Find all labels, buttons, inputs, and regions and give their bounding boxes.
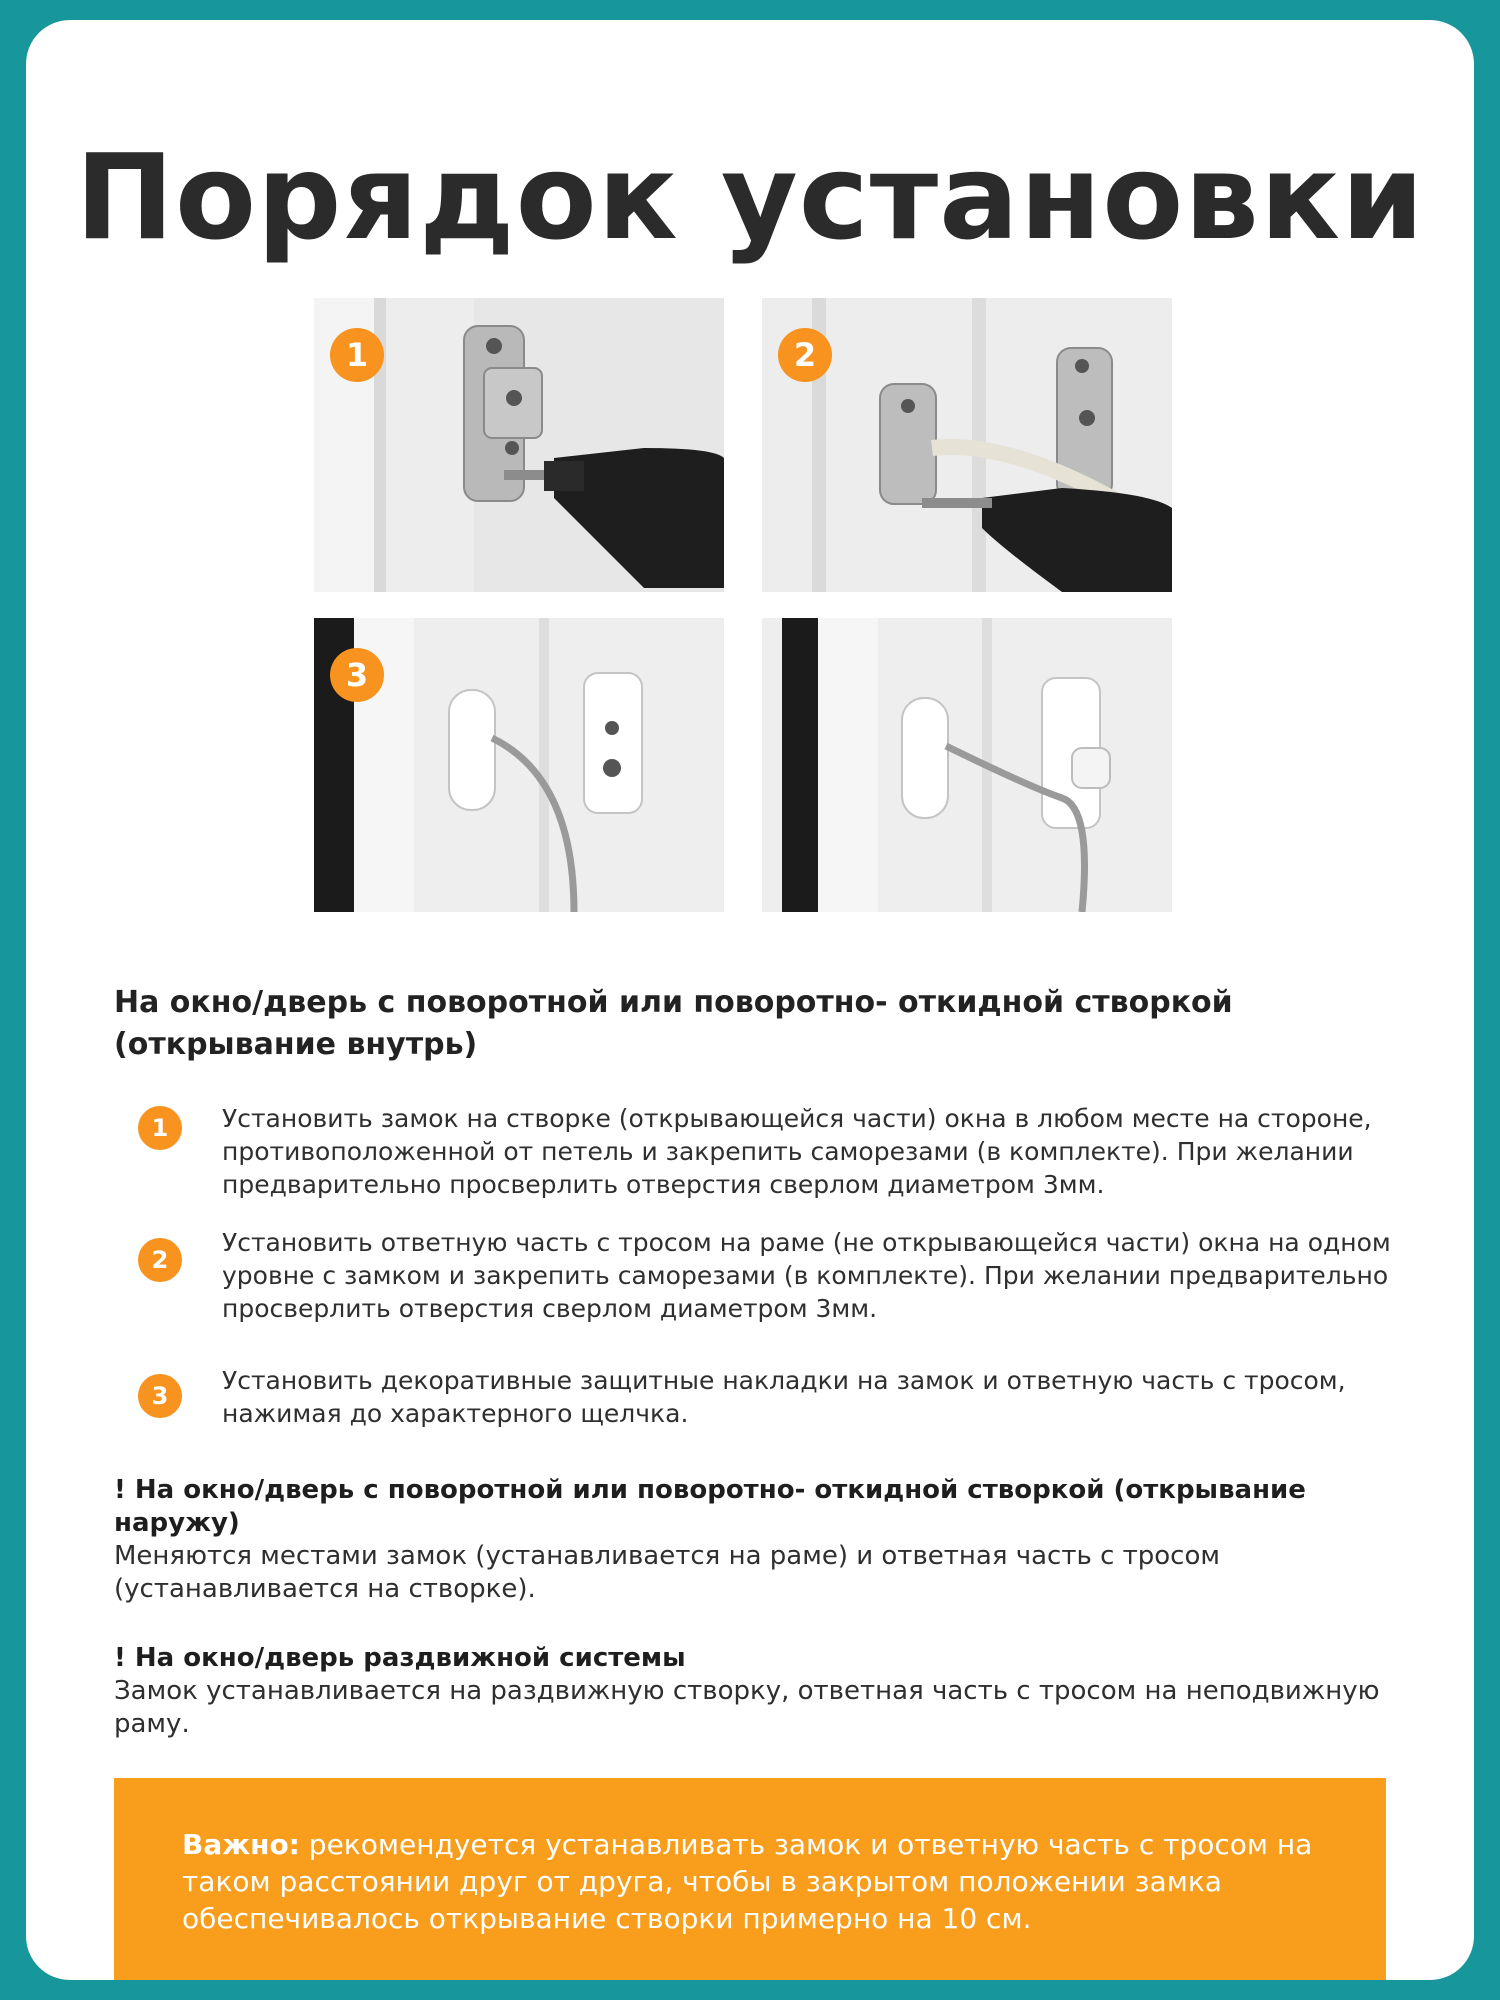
- step-number-badge: 1: [138, 1106, 182, 1150]
- photo-badge: 1: [330, 328, 384, 382]
- photo-final: [762, 618, 1172, 912]
- instruction-card: [26, 20, 1474, 1980]
- step-text: Установить декоративные защитные накладки на замок и ответную часть с тросом, нажимая до характерного щелчка.: [222, 1366, 1346, 1428]
- step-number-badge: 3: [138, 1374, 182, 1418]
- step-text: Установить замок на створке (открывающейся части) окна в любом месте на стороне, противоположенной от петель и закрепить саморезами (в комплекте). При желании предварительно просверлить отверстия сверлом диаметром 3мм.: [222, 1104, 1372, 1199]
- photo-badge: 3: [330, 648, 384, 702]
- page-title: Порядок установки: [75, 128, 1425, 266]
- photo-step-1: [314, 298, 724, 592]
- step-number-badge: 2: [138, 1238, 182, 1282]
- note-outward-opening: [114, 1474, 1414, 1606]
- photo-step-2: [762, 298, 1172, 592]
- note-text: Замок устанавливается на раздвижную створку, ответная часть с тросом на неподвижную раму.: [114, 1676, 1380, 1739]
- section-heading: На окно/дверь с поворотной или поворотно- откидной створкой (открывание внутрь): [114, 985, 1233, 1062]
- important-text: [182, 1826, 1332, 1937]
- note-sliding-system: [114, 1642, 1414, 1741]
- step-text: Установить ответную часть с тросом на раме (не открывающейся части) окна на одном уровне с замком и закрепить саморезами (в комплекте). При желании предварительно просверлить отверстия сверлом диаметром 3мм.: [222, 1228, 1391, 1323]
- photo-badge: 2: [778, 328, 832, 382]
- note-heading: ! На окно/дверь с поворотной или поворотно- откидной створкой (открывание наружу): [114, 1475, 1306, 1538]
- note-text: Меняются местами замок (устанавливается на раме) и ответная часть с тросом (устанавливается на створке).: [114, 1541, 1221, 1604]
- important-box: [114, 1778, 1386, 1980]
- note-heading: ! На окно/дверь раздвижной системы: [114, 1643, 686, 1673]
- important-body: рекомендуется устанавливать замок и ответную часть с тросом на таком расстоянии друг от друга, чтобы в закрытом положении замка обеспечивалось открывание створки примерно на 10 см.: [182, 1828, 1313, 1935]
- photo-step-3: [314, 618, 724, 912]
- important-label: Важно:: [182, 1828, 300, 1861]
- installed-lock-illustration: [762, 618, 1172, 912]
